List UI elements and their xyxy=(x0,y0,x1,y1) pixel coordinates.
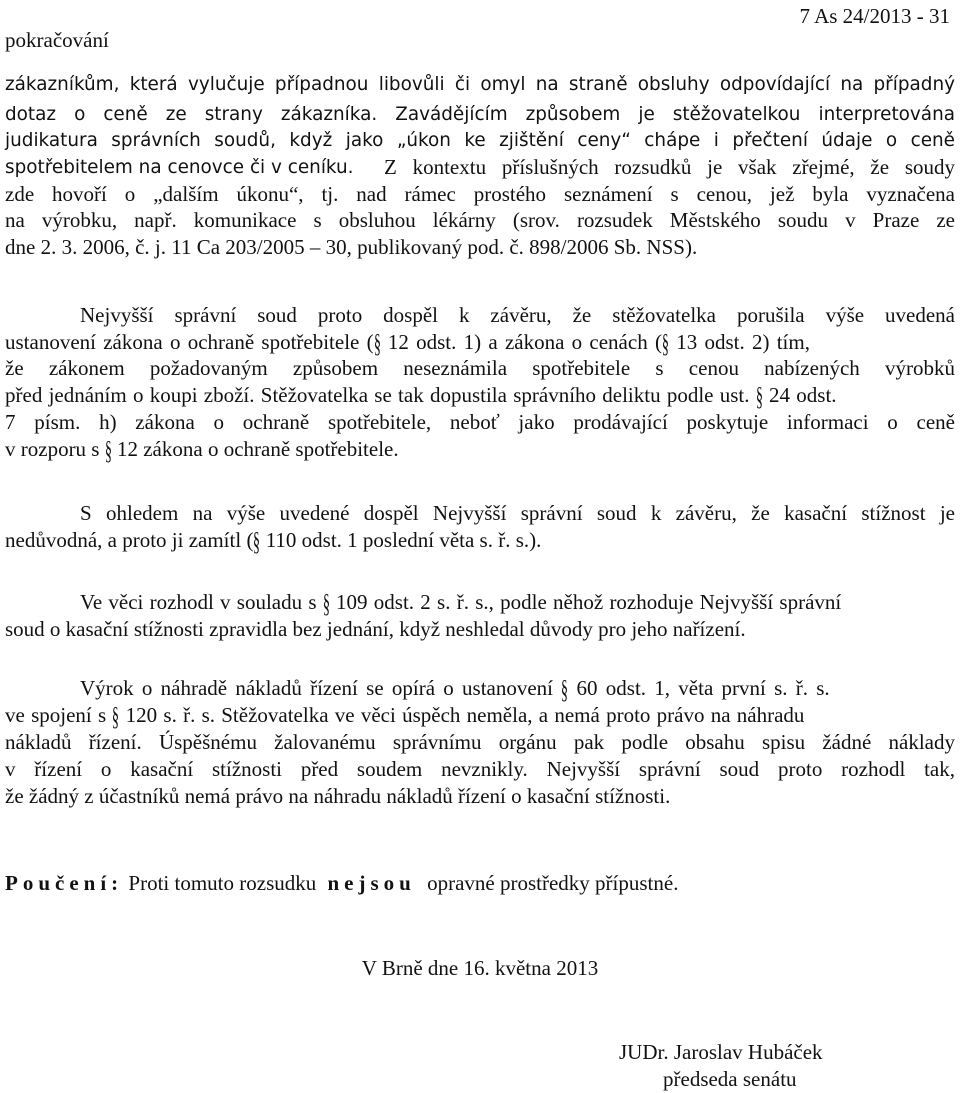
section-symbol: § xyxy=(661,329,670,358)
paragraph-1-line-4a: spotřebitelem na cenovce či v ceníku. xyxy=(5,157,354,178)
paragraph-2-line-5: 7 písm. h) zákona o ochraně spotřebitele, neboť jako prodávající poskytuje informaci o ceně xyxy=(5,410,955,434)
paragraph-2-line-1: Nejvyšší správní soud proto dospěl k závěru, že stěžovatelka porušila výše uvedená xyxy=(80,303,955,327)
case-number: 7 As 24/2013 - 31 xyxy=(799,4,950,28)
paragraph-5-line-2: ve spojení s § 120 s. ř. s. Stěžovatelka ve věci úspěch neměla, a nemá proto právo na náhradu xyxy=(5,702,805,731)
paragraph-3-line-1: S ohledem na výše uvedené dospěl Nejvyšší správní soud k závěru, že kasační stížnost je xyxy=(80,501,955,525)
paragraph-1-line-7: dne 2. 3. 2006, č. j. 11 Ca 203/2005 – 30, publikovaný pod. č. 898/2006 Sb. NSS). xyxy=(5,235,698,259)
continuation-label: pokračování xyxy=(5,28,109,52)
section-symbol: § xyxy=(755,382,763,411)
instruction-label: Poučení: xyxy=(5,871,124,895)
paragraph-1-line-5: zde hovoří o „dalším úkonu“, tj. nad rámec prostého seznámení s cenou, jež byla vyznačena xyxy=(5,182,955,206)
paragraph-5-line-5: že žádný z účastníků nemá právo na náhradu nákladů řízení o kasační stížnosti. xyxy=(5,784,671,808)
signatory-role: předseda senátu xyxy=(663,1067,797,1091)
signatory-name: JUDr. Jaroslav Hubáček xyxy=(619,1040,823,1064)
section-symbol: § xyxy=(561,675,569,704)
section-symbol: § xyxy=(253,527,261,556)
section-symbol: § xyxy=(322,589,330,618)
paragraph-3-line-2: nedůvodná, a proto ji zamítl (§ 110 odst. 1 poslední věta s. ř. s.). xyxy=(5,527,542,556)
paragraph-2-line-6: v rozporu s § 12 zákona o ochraně spotřebitele. xyxy=(5,436,399,465)
paragraph-4-line-2: soud o kasační stížnosti zpravidla bez jednání, když neshledal důvody pro jeho nařízení. xyxy=(5,617,746,641)
paragraph-2-line-2: ustanovení zákona o ochraně spotřebitele (§ 12 odst. 1) a zákona o cenách (§ 13 odst. 2) tím, xyxy=(5,329,810,358)
section-symbol: § xyxy=(104,436,112,465)
paragraph-4-line-1: Ve věci rozhodl v souladu s § 109 odst. 2 s. ř. s., podle něhož rozhoduje Nejvyšší správní xyxy=(80,589,842,618)
paragraph-5-line-1: Výrok o náhradě nákladů řízení se opírá o ustanovení § 60 odst. 1, věta první s. ř. s. xyxy=(80,675,830,704)
place-and-date: V Brně dne 16. května 2013 xyxy=(361,956,599,980)
legal-instruction: Poučení: Proti tomuto rozsudku nejsou opravné prostředky přípustné. xyxy=(5,871,679,895)
paragraph-2-line-3: že zákonem požadovaným způsobem neseznámila spotřebitele s cenou nabízených výrobků xyxy=(5,356,955,380)
paragraph-1-line-2: dotaz o ceně ze strany zákazníka. Zavádějícím způsobem je stěžovatelkou interpretována xyxy=(5,104,955,125)
section-symbol: § xyxy=(373,329,381,358)
paragraph-1-line-6: na výrobku, např. komunikace s obsluhou lékárny (srov. rozsudek Městského soudu v Praze ze xyxy=(5,208,955,232)
paragraph-1-line-4b: Z kontextu příslušných rozsudků je však zřejmé, že soudy xyxy=(384,155,955,179)
paragraph-5-line-4: v řízení o kasační stížnosti před soudem nevznikly. Nejvyšší správní soud proto rozhodl tak, xyxy=(5,757,955,781)
paragraph-1-line-3: judikatura správních soudů, když jako „úkon ke zjištění ceny“ chápe i přečtení údaje o ceně xyxy=(5,130,955,151)
instruction-emphasis: nejsou xyxy=(327,871,416,895)
section-symbol: § xyxy=(112,702,120,731)
paragraph-5-line-3: nákladů řízení. Úspěšnému žalovanému správnímu orgánu pak podle obsahu spisu žádné náklady xyxy=(5,730,955,754)
paragraph-1-line-1: zákazníkům, která vylučuje případnou libovůli či omyl na straně obsluhy odpovídající na případný xyxy=(5,74,955,95)
paragraph-2-line-4: před jednáním o koupi zboží. Stěžovatelka se tak dopustila správního deliktu podle ust. § 24 odst. xyxy=(5,382,837,411)
